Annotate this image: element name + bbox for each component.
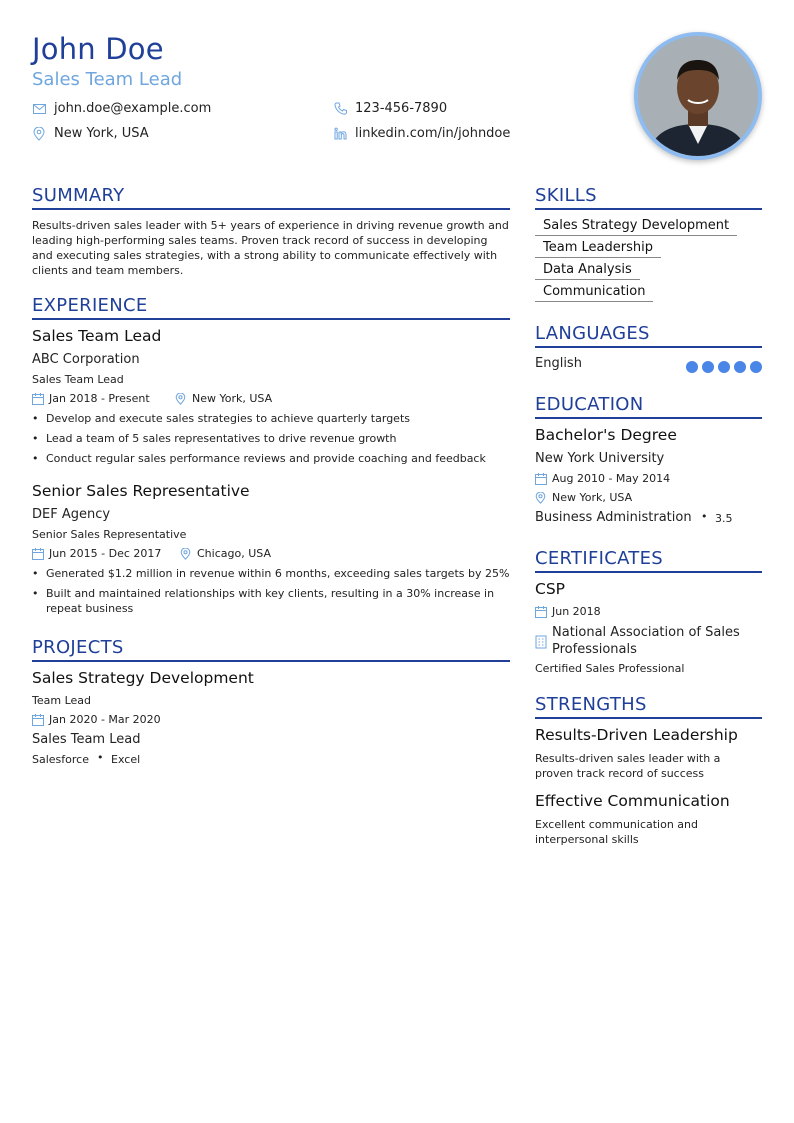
skills-heading: SKILLS xyxy=(535,185,597,206)
languages-divider xyxy=(535,346,762,348)
job-bullet: • Conduct regular sales performance reviews and provide coaching and feedback xyxy=(32,451,510,466)
project-role: Team Lead xyxy=(32,694,91,707)
summary-divider xyxy=(32,208,510,210)
calendar-icon xyxy=(32,548,44,560)
job-role: Sales Team Lead xyxy=(32,373,124,386)
location-pin-icon xyxy=(175,393,187,405)
skill-tag: Sales Strategy Development xyxy=(535,218,737,236)
job-location-text: Chicago, USA xyxy=(197,547,271,560)
job-location xyxy=(180,547,271,560)
calendar-icon xyxy=(535,606,547,618)
certificates-heading: CERTIFICATES xyxy=(535,548,663,569)
education-gpa: 3.5 xyxy=(715,512,733,525)
separator-dot: • xyxy=(701,510,708,523)
job-role: Senior Sales Representative xyxy=(32,528,187,541)
job-bullet: • Generated $1.2 million in revenue within 6 months, exceeding sales targets by 25% xyxy=(32,566,510,581)
job-dates xyxy=(32,547,161,560)
certificate-date-text: Jun 2018 xyxy=(552,605,601,618)
strength-title: Results-Driven Leadership xyxy=(535,726,738,744)
job-title: Senior Sales Representative xyxy=(32,482,250,500)
location-pin-icon xyxy=(180,548,192,560)
location-pin-icon xyxy=(535,492,547,504)
certificate-issuer: National Association of Sales Professionals xyxy=(552,625,740,657)
certificate-date xyxy=(535,605,601,618)
calendar-icon xyxy=(32,714,44,726)
skill-tag: Data Analysis xyxy=(535,262,640,280)
experience-heading: EXPERIENCE xyxy=(32,295,148,316)
education-school: New York University xyxy=(535,451,665,466)
contact-email[interactable] xyxy=(32,101,211,116)
certificates-divider xyxy=(535,571,762,573)
project-subtitle: Sales Team Lead xyxy=(32,732,141,747)
language-level-dot xyxy=(686,361,698,373)
projects-divider xyxy=(32,660,510,662)
certificate-description: Certified Sales Professional xyxy=(535,662,685,675)
job-location-text: New York, USA xyxy=(192,392,273,405)
language-level-dot xyxy=(750,361,762,373)
education-divider xyxy=(535,417,762,419)
strength-text: Excellent communication and interpersonal skills xyxy=(535,818,699,846)
experience-divider xyxy=(32,318,510,320)
strength-title: Effective Communication xyxy=(535,792,730,810)
profile-photo xyxy=(634,32,762,160)
strengths-divider xyxy=(535,717,762,719)
project-dates xyxy=(32,713,161,726)
mail-icon xyxy=(32,102,46,116)
job-location xyxy=(175,392,272,405)
strengths-heading: STRENGTHS xyxy=(535,694,647,715)
job-bullet: • Lead a team of 5 sales representatives to drive revenue growth xyxy=(32,431,510,446)
location-text: New York, USA xyxy=(54,126,149,141)
job-dates xyxy=(32,392,150,405)
job-dates-text: Jan 2018 - Present xyxy=(49,392,150,405)
project-tool: Excel xyxy=(111,753,141,766)
job-dates-text: Jun 2015 - Dec 2017 xyxy=(49,547,162,560)
project-tool: Salesforce xyxy=(32,753,89,766)
strength-text: Results-driven sales leader with a proven track record of success xyxy=(535,752,721,780)
job-company: ABC Corporation xyxy=(32,352,140,367)
contact-location xyxy=(32,126,149,141)
separator-dot: • xyxy=(97,751,104,764)
job-bullet: • Develop and execute sales strategies to achieve quarterly targets xyxy=(32,411,510,426)
summary-heading: SUMMARY xyxy=(32,185,125,206)
linkedin-icon xyxy=(333,127,347,141)
skills-divider xyxy=(535,208,762,210)
calendar-icon xyxy=(32,393,44,405)
languages-heading: LANGUAGES xyxy=(535,323,650,344)
education-dates-text: Aug 2010 - May 2014 xyxy=(552,472,671,485)
job-title: Sales Team Lead xyxy=(32,327,162,345)
project-dates-text: Jan 2020 - Mar 2020 xyxy=(49,713,161,726)
education-degree: Bachelor's Degree xyxy=(535,426,677,444)
education-field: Business Administration xyxy=(535,510,692,525)
education-dates xyxy=(535,472,670,485)
language-level-dot xyxy=(702,361,714,373)
project-title: Sales Strategy Development xyxy=(32,669,254,687)
calendar-icon xyxy=(535,473,547,485)
candidate-title: Sales Team Lead xyxy=(32,69,183,90)
job-bullet: • Built and maintained relationships with key clients, resulting in a 30% increase in repeat business xyxy=(32,586,510,616)
education-heading: EDUCATION xyxy=(535,394,644,415)
phone-text: 123-456-7890 xyxy=(355,101,448,116)
linkedin-text: linkedin.com/in/johndoe xyxy=(355,126,511,141)
summary-text: Results-driven sales leader with 5+ years of experience in driving revenue growth and leading high-performing sales teams. Proven track record of success in developing and executing sales strategies, with a strong ability to communicate effectively with clients and team members. xyxy=(32,219,509,277)
location-pin-icon xyxy=(32,127,46,141)
language-level-dot xyxy=(734,361,746,373)
education-location-text: New York, USA xyxy=(552,491,633,504)
phone-icon xyxy=(333,102,347,116)
language-name: English xyxy=(535,356,582,371)
skill-tag: Communication xyxy=(535,284,653,302)
email-text: john.doe@example.com xyxy=(54,101,212,116)
contact-linkedin[interactable] xyxy=(333,126,510,141)
certificate-name: CSP xyxy=(535,580,566,598)
projects-heading: PROJECTS xyxy=(32,637,124,658)
candidate-name: John Doe xyxy=(32,32,164,66)
skill-tag: Team Leadership xyxy=(535,240,661,258)
language-level-dot xyxy=(718,361,730,373)
education-location xyxy=(535,491,632,504)
building-icon xyxy=(535,634,547,648)
job-company: DEF Agency xyxy=(32,507,111,522)
contact-phone[interactable] xyxy=(333,101,447,116)
